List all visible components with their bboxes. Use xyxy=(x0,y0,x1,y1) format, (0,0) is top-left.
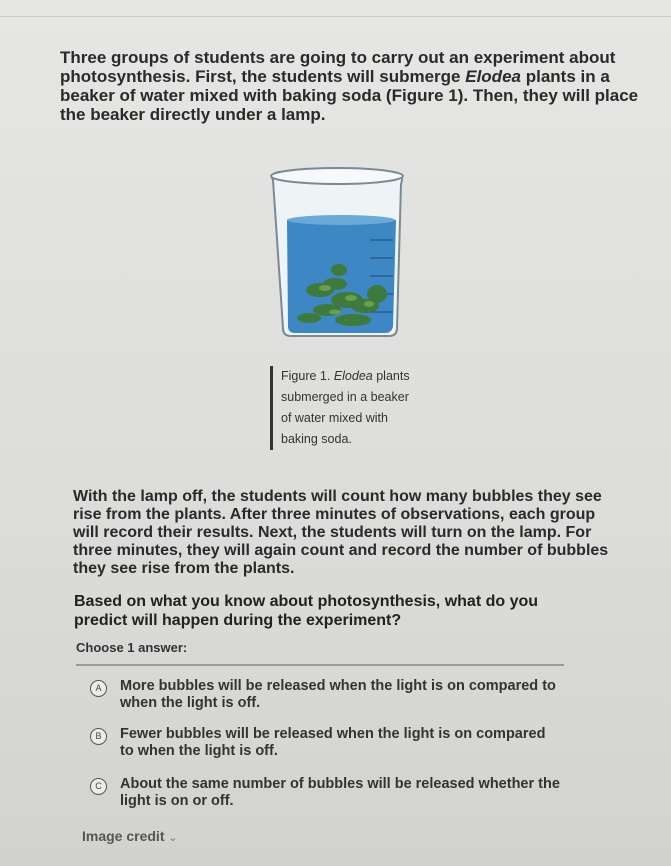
option-text-b[interactable]: Fewer bubbles will be released when the light is on compared to when the light is off. xyxy=(120,726,546,759)
option-letter-b[interactable]: B xyxy=(90,728,107,745)
option-letter-c[interactable]: C xyxy=(90,778,107,795)
option-text-c[interactable]: About the same number of bubbles will be released whether the light is on or off. xyxy=(120,776,560,809)
caption-prefix: Figure 1. xyxy=(281,369,334,383)
top-divider xyxy=(0,16,671,17)
caption-rest: plants submerged in a beaker of water mixed with baking soda. xyxy=(281,369,410,446)
answer-divider xyxy=(76,664,564,666)
passage-paragraph-2: With the lamp off, the students will count how many bubbles they see rise from the plants. After three minutes of observations, each group will record their results. Next, the students will turn on the lamp. For three minutes, they will again count and record the number of bubbles they see rise from the plants. xyxy=(73,488,609,577)
figure-caption xyxy=(270,366,411,450)
question-prompt: Based on what you know about photosynthesis, what do you predict will happen during the experiment? xyxy=(74,593,539,629)
intro-text-part1: Three groups of students are going to carry out an experiment about photosynthesis. First, the students will submerge xyxy=(60,48,616,86)
intro-plant-name: Elodea xyxy=(465,67,521,86)
image-credit-label[interactable]: Image credit xyxy=(82,828,165,844)
caption-plant-name: Elodea xyxy=(333,369,373,383)
image-credit-toggle[interactable] xyxy=(82,828,178,844)
passage-intro xyxy=(60,48,640,124)
intro-text-part2: plants in a beaker of water mixed with baking soda (Figure 1). Then, they will place the beaker directly under a lamp. xyxy=(60,67,639,124)
option-text-a[interactable]: More bubbles will be released when the light is on compared to when the light is off. xyxy=(120,678,556,711)
beaker-illustration xyxy=(265,160,415,345)
choose-instruction: Choose 1 answer: xyxy=(76,640,188,655)
option-letter-a[interactable]: A xyxy=(90,680,107,697)
chevron-down-icon[interactable]: ⌄ xyxy=(168,832,178,844)
